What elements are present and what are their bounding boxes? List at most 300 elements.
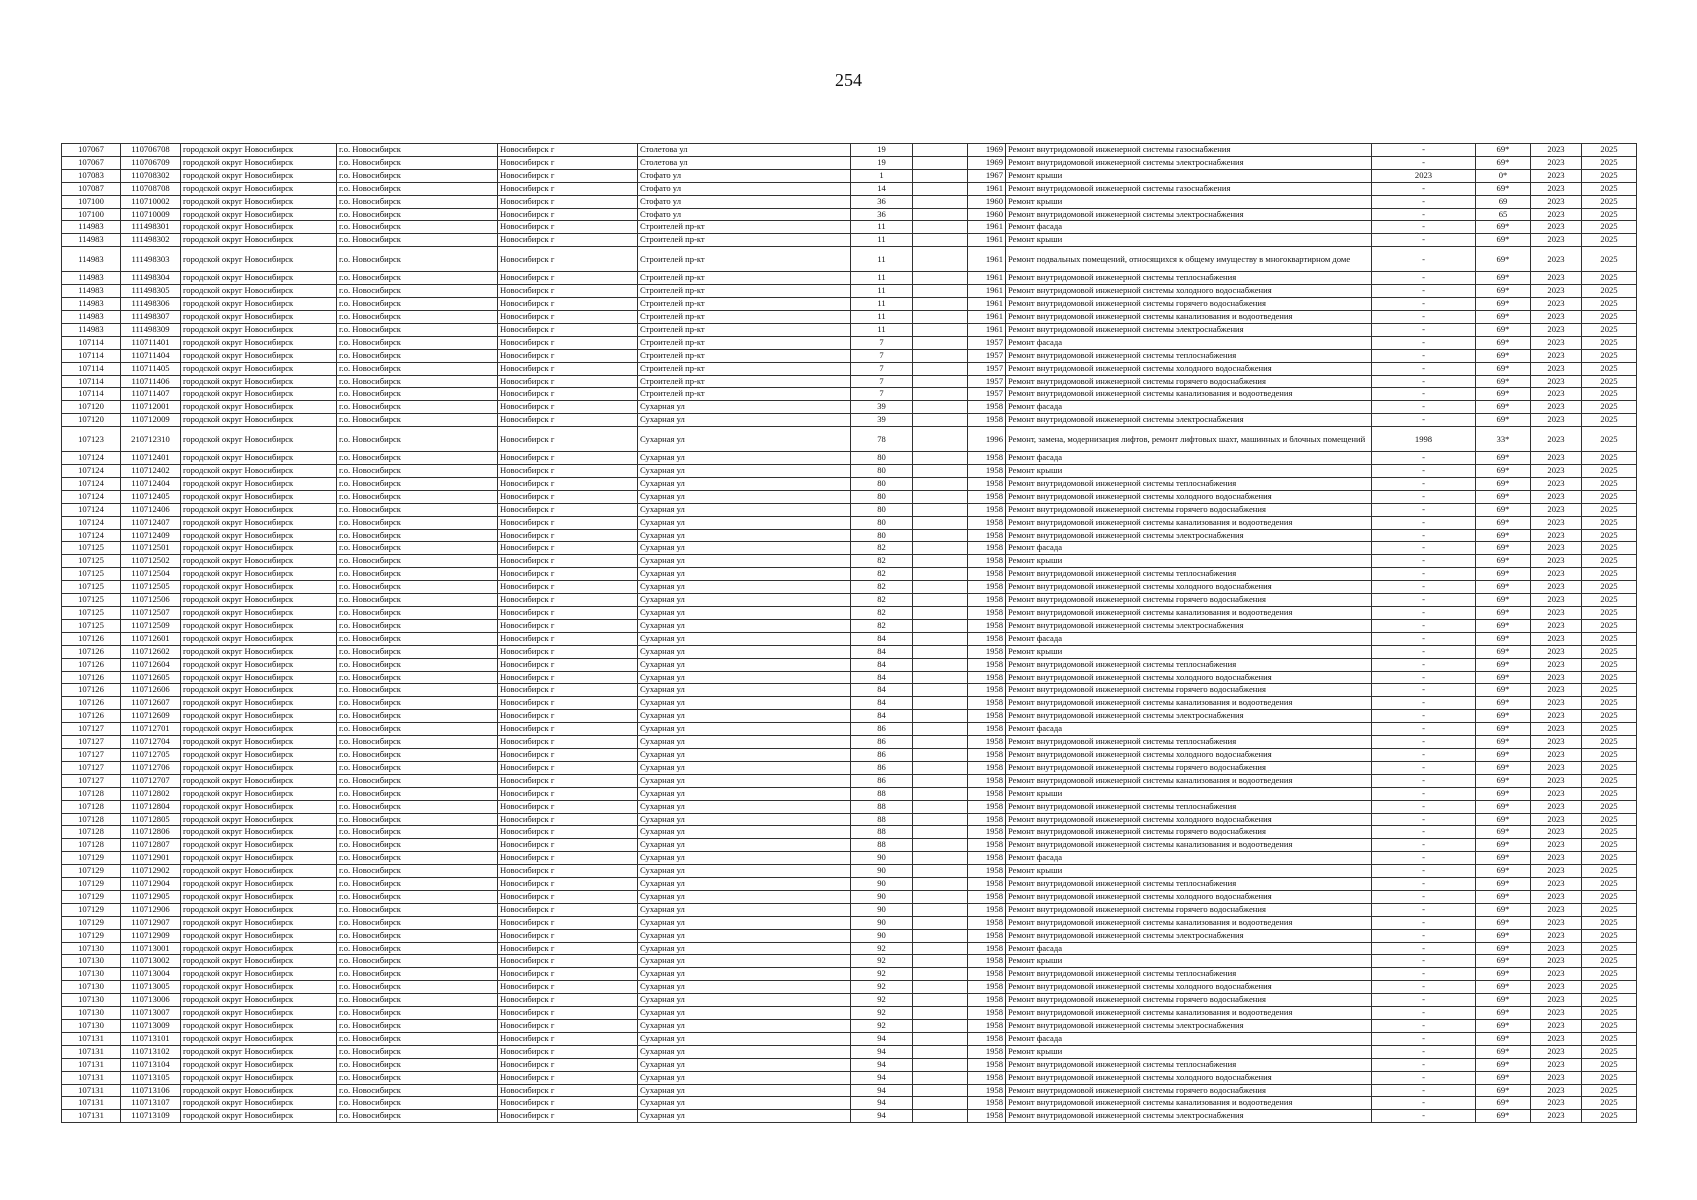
- building-letter-cell: [913, 1097, 968, 1110]
- record-id-cell: 107126: [62, 645, 121, 658]
- municipality-cell: городской округ Новосибирск: [181, 645, 337, 658]
- record-id-cell: 114983: [62, 285, 121, 298]
- record-id-cell: 107114: [62, 375, 121, 388]
- build-year-cell: 1958: [968, 1097, 1006, 1110]
- street-cell: Сухарная ул: [638, 1097, 851, 1110]
- plan-end-cell: 2025: [1582, 710, 1637, 723]
- municipality-cell: городской округ Новосибирск: [181, 208, 337, 221]
- building-letter-cell: [913, 336, 968, 349]
- table-row: [62, 388, 1637, 401]
- municipality-cell: городской округ Новосибирск: [181, 503, 337, 516]
- plan-start-cell: 2023: [1531, 555, 1582, 568]
- record-id-cell: 107131: [62, 1084, 121, 1097]
- locality-cell: Новосибирск г: [498, 234, 638, 247]
- work-type-cell: Ремонт крыши: [1006, 465, 1372, 478]
- building-letter-cell: [913, 414, 968, 427]
- street-cell: Сухарная ул: [638, 1071, 851, 1084]
- building-letter-cell: [913, 465, 968, 478]
- table-row: [62, 736, 1637, 749]
- record-id-cell: 107124: [62, 490, 121, 503]
- settlement-cell: г.о. Новосибирск: [337, 1020, 498, 1033]
- house-number-cell: 90: [851, 878, 913, 891]
- wear-percent-cell: 69*: [1476, 697, 1531, 710]
- house-number-cell: 92: [851, 942, 913, 955]
- street-cell: Сухарная ул: [638, 761, 851, 774]
- house-number-cell: 94: [851, 1097, 913, 1110]
- municipality-cell: городской округ Новосибирск: [181, 1007, 337, 1020]
- building-letter-cell: [913, 221, 968, 234]
- wear-percent-cell: 69*: [1476, 994, 1531, 1007]
- wear-percent-cell: 69*: [1476, 929, 1531, 942]
- record-id-cell: 107125: [62, 542, 121, 555]
- street-cell: Сухарная ул: [638, 594, 851, 607]
- table-row: [62, 568, 1637, 581]
- settlement-cell: г.о. Новосибирск: [337, 336, 498, 349]
- previous-repair-year-cell: -: [1372, 1071, 1476, 1084]
- build-year-cell: 1958: [968, 929, 1006, 942]
- work-code-cell: 110712707: [121, 774, 181, 787]
- record-id-cell: 107114: [62, 388, 121, 401]
- plan-end-cell: 2025: [1582, 994, 1637, 1007]
- work-type-cell: Ремонт внутридомовой инженерной системы электроснабжения: [1006, 710, 1372, 723]
- plan-end-cell: 2025: [1582, 156, 1637, 169]
- plan-end-cell: 2025: [1582, 632, 1637, 645]
- plan-end-cell: 2025: [1582, 581, 1637, 594]
- wear-percent-cell: 69*: [1476, 645, 1531, 658]
- building-letter-cell: [913, 568, 968, 581]
- table-row: [62, 761, 1637, 774]
- plan-end-cell: 2025: [1582, 414, 1637, 427]
- previous-repair-year-cell: -: [1372, 619, 1476, 632]
- building-letter-cell: [913, 156, 968, 169]
- locality-cell: Новосибирск г: [498, 182, 638, 195]
- settlement-cell: г.о. Новосибирск: [337, 774, 498, 787]
- build-year-cell: 1958: [968, 813, 1006, 826]
- work-code-cell: 210712310: [121, 427, 181, 452]
- record-id-cell: 107067: [62, 156, 121, 169]
- plan-start-cell: 2023: [1531, 594, 1582, 607]
- build-year-cell: 1958: [968, 839, 1006, 852]
- build-year-cell: 1957: [968, 349, 1006, 362]
- municipality-cell: городской округ Новосибирск: [181, 465, 337, 478]
- table-row: [62, 247, 1637, 272]
- previous-repair-year-cell: -: [1372, 375, 1476, 388]
- municipality-cell: городской округ Новосибирск: [181, 826, 337, 839]
- previous-repair-year-cell: -: [1372, 144, 1476, 157]
- building-letter-cell: [913, 285, 968, 298]
- build-year-cell: 1958: [968, 697, 1006, 710]
- plan-start-cell: 2023: [1531, 813, 1582, 826]
- table-row: [62, 942, 1637, 955]
- build-year-cell: 1961: [968, 285, 1006, 298]
- work-type-cell: Ремонт крыши: [1006, 555, 1372, 568]
- previous-repair-year-cell: -: [1372, 208, 1476, 221]
- municipality-cell: городской округ Новосибирск: [181, 568, 337, 581]
- building-letter-cell: [913, 761, 968, 774]
- building-letter-cell: [913, 697, 968, 710]
- house-number-cell: 88: [851, 813, 913, 826]
- street-cell: Строителей пр-кт: [638, 247, 851, 272]
- house-number-cell: 80: [851, 490, 913, 503]
- build-year-cell: 1958: [968, 968, 1006, 981]
- plan-start-cell: 2023: [1531, 336, 1582, 349]
- house-number-cell: 86: [851, 736, 913, 749]
- plan-end-cell: 2025: [1582, 981, 1637, 994]
- locality-cell: Новосибирск г: [498, 427, 638, 452]
- record-id-cell: 107120: [62, 401, 121, 414]
- table-row: [62, 298, 1637, 311]
- municipality-cell: городской округ Новосибирск: [181, 375, 337, 388]
- work-type-cell: Ремонт фасада: [1006, 452, 1372, 465]
- settlement-cell: г.о. Новосибирск: [337, 1071, 498, 1084]
- plan-end-cell: 2025: [1582, 607, 1637, 620]
- work-code-cell: 111498302: [121, 234, 181, 247]
- house-number-cell: 90: [851, 903, 913, 916]
- build-year-cell: 1958: [968, 542, 1006, 555]
- record-id-cell: 107126: [62, 632, 121, 645]
- work-code-cell: 110712505: [121, 581, 181, 594]
- plan-start-cell: 2023: [1531, 529, 1582, 542]
- building-letter-cell: [913, 723, 968, 736]
- table-row: [62, 401, 1637, 414]
- street-cell: Сухарная ул: [638, 929, 851, 942]
- record-id-cell: 107131: [62, 1097, 121, 1110]
- building-letter-cell: [913, 169, 968, 182]
- settlement-cell: г.о. Новосибирск: [337, 452, 498, 465]
- municipality-cell: городской округ Новосибирск: [181, 336, 337, 349]
- plan-start-cell: 2023: [1531, 349, 1582, 362]
- work-code-cell: 110712502: [121, 555, 181, 568]
- previous-repair-year-cell: -: [1372, 1007, 1476, 1020]
- record-id-cell: 107126: [62, 697, 121, 710]
- work-code-cell: 110712902: [121, 865, 181, 878]
- street-cell: Строителей пр-кт: [638, 298, 851, 311]
- build-year-cell: 1958: [968, 878, 1006, 891]
- building-letter-cell: [913, 1045, 968, 1058]
- street-cell: Сухарная ул: [638, 878, 851, 891]
- plan-start-cell: 2023: [1531, 362, 1582, 375]
- work-code-cell: 110712501: [121, 542, 181, 555]
- work-code-cell: 110710009: [121, 208, 181, 221]
- municipality-cell: городской округ Новосибирск: [181, 942, 337, 955]
- building-letter-cell: [913, 929, 968, 942]
- wear-percent-cell: 69*: [1476, 671, 1531, 684]
- street-cell: Сухарная ул: [638, 774, 851, 787]
- house-number-cell: 7: [851, 388, 913, 401]
- plan-end-cell: 2025: [1582, 208, 1637, 221]
- plan-end-cell: 2025: [1582, 310, 1637, 323]
- municipality-cell: городской округ Новосибирск: [181, 427, 337, 452]
- work-type-cell: Ремонт внутридомовой инженерной системы теплоснабжения: [1006, 800, 1372, 813]
- previous-repair-year-cell: -: [1372, 994, 1476, 1007]
- building-letter-cell: [913, 787, 968, 800]
- building-letter-cell: [913, 710, 968, 723]
- wear-percent-cell: 69*: [1476, 607, 1531, 620]
- record-id-cell: 107130: [62, 1007, 121, 1020]
- wear-percent-cell: 69*: [1476, 1084, 1531, 1097]
- building-letter-cell: [913, 671, 968, 684]
- settlement-cell: г.о. Новосибирск: [337, 619, 498, 632]
- municipality-cell: городской округ Новосибирск: [181, 388, 337, 401]
- house-number-cell: 19: [851, 144, 913, 157]
- locality-cell: Новосибирск г: [498, 955, 638, 968]
- settlement-cell: г.о. Новосибирск: [337, 516, 498, 529]
- record-id-cell: 114983: [62, 272, 121, 285]
- street-cell: Строителей пр-кт: [638, 272, 851, 285]
- record-id-cell: 107129: [62, 929, 121, 942]
- work-code-cell: 110712907: [121, 916, 181, 929]
- build-year-cell: 1961: [968, 247, 1006, 272]
- build-year-cell: 1958: [968, 1032, 1006, 1045]
- record-id-cell: 107129: [62, 916, 121, 929]
- street-cell: Сухарная ул: [638, 619, 851, 632]
- wear-percent-cell: 69*: [1476, 1020, 1531, 1033]
- previous-repair-year-cell: -: [1372, 581, 1476, 594]
- street-cell: Сухарная ул: [638, 852, 851, 865]
- table-row: [62, 1007, 1637, 1020]
- settlement-cell: г.о. Новосибирск: [337, 1032, 498, 1045]
- work-type-cell: Ремонт фасада: [1006, 542, 1372, 555]
- street-cell: Строителей пр-кт: [638, 310, 851, 323]
- table-row: [62, 929, 1637, 942]
- previous-repair-year-cell: -: [1372, 362, 1476, 375]
- plan-end-cell: 2025: [1582, 144, 1637, 157]
- locality-cell: Новосибирск г: [498, 1020, 638, 1033]
- previous-repair-year-cell: -: [1372, 221, 1476, 234]
- street-cell: Сухарная ул: [638, 865, 851, 878]
- plan-end-cell: 2025: [1582, 1110, 1637, 1123]
- wear-percent-cell: 69*: [1476, 723, 1531, 736]
- plan-start-cell: 2023: [1531, 852, 1582, 865]
- table-row: [62, 1058, 1637, 1071]
- plan-start-cell: 2023: [1531, 581, 1582, 594]
- table-row: [62, 221, 1637, 234]
- record-id-cell: 107127: [62, 774, 121, 787]
- house-number-cell: 84: [851, 684, 913, 697]
- table-row: [62, 1020, 1637, 1033]
- locality-cell: Новосибирск г: [498, 916, 638, 929]
- settlement-cell: г.о. Новосибирск: [337, 169, 498, 182]
- building-letter-cell: [913, 594, 968, 607]
- plan-end-cell: 2025: [1582, 285, 1637, 298]
- settlement-cell: г.о. Новосибирск: [337, 234, 498, 247]
- municipality-cell: городской округ Новосибирск: [181, 477, 337, 490]
- build-year-cell: 1969: [968, 156, 1006, 169]
- settlement-cell: г.о. Новосибирск: [337, 1058, 498, 1071]
- municipality-cell: городской округ Новосибирск: [181, 247, 337, 272]
- work-code-cell: 110711406: [121, 375, 181, 388]
- locality-cell: Новосибирск г: [498, 529, 638, 542]
- plan-start-cell: 2023: [1531, 632, 1582, 645]
- table-row: [62, 310, 1637, 323]
- building-letter-cell: [913, 1020, 968, 1033]
- work-type-cell: Ремонт внутридомовой инженерной системы горячего водоснабжения: [1006, 684, 1372, 697]
- previous-repair-year-cell: -: [1372, 710, 1476, 723]
- record-id-cell: 107129: [62, 865, 121, 878]
- wear-percent-cell: 69*: [1476, 813, 1531, 826]
- plan-end-cell: 2025: [1582, 555, 1637, 568]
- locality-cell: Новосибирск г: [498, 1071, 638, 1084]
- record-id-cell: 107128: [62, 826, 121, 839]
- work-code-cell: 110712406: [121, 503, 181, 516]
- build-year-cell: 1958: [968, 645, 1006, 658]
- build-year-cell: 1958: [968, 671, 1006, 684]
- previous-repair-year-cell: -: [1372, 671, 1476, 684]
- build-year-cell: 1958: [968, 736, 1006, 749]
- building-letter-cell: [913, 182, 968, 195]
- plan-start-cell: 2023: [1531, 310, 1582, 323]
- build-year-cell: 1958: [968, 787, 1006, 800]
- house-number-cell: 90: [851, 865, 913, 878]
- settlement-cell: г.о. Новосибирск: [337, 723, 498, 736]
- previous-repair-year-cell: -: [1372, 465, 1476, 478]
- record-id-cell: 107127: [62, 723, 121, 736]
- street-cell: Сухарная ул: [638, 826, 851, 839]
- record-id-cell: 107124: [62, 503, 121, 516]
- work-code-cell: 110711404: [121, 349, 181, 362]
- street-cell: Сухарная ул: [638, 1045, 851, 1058]
- build-year-cell: 1958: [968, 1071, 1006, 1084]
- building-letter-cell: [913, 1032, 968, 1045]
- plan-end-cell: 2025: [1582, 658, 1637, 671]
- table-row: [62, 916, 1637, 929]
- plan-end-cell: 2025: [1582, 401, 1637, 414]
- wear-percent-cell: 69*: [1476, 182, 1531, 195]
- house-number-cell: 11: [851, 298, 913, 311]
- build-year-cell: 1958: [968, 568, 1006, 581]
- locality-cell: Новосибирск г: [498, 555, 638, 568]
- plan-start-cell: 2023: [1531, 903, 1582, 916]
- work-type-cell: Ремонт крыши: [1006, 195, 1372, 208]
- street-cell: Сухарная ул: [638, 581, 851, 594]
- wear-percent-cell: 69*: [1476, 285, 1531, 298]
- plan-end-cell: 2025: [1582, 774, 1637, 787]
- street-cell: Стофато ул: [638, 169, 851, 182]
- previous-repair-year-cell: -: [1372, 568, 1476, 581]
- building-letter-cell: [913, 247, 968, 272]
- table-body: [62, 144, 1637, 1123]
- previous-repair-year-cell: -: [1372, 336, 1476, 349]
- plan-start-cell: 2023: [1531, 169, 1582, 182]
- settlement-cell: г.о. Новосибирск: [337, 890, 498, 903]
- street-cell: Сухарная ул: [638, 723, 851, 736]
- locality-cell: Новосибирск г: [498, 1097, 638, 1110]
- building-letter-cell: [913, 968, 968, 981]
- table-row: [62, 323, 1637, 336]
- wear-percent-cell: 69*: [1476, 581, 1531, 594]
- work-type-cell: Ремонт внутридомовой инженерной системы электроснабжения: [1006, 208, 1372, 221]
- house-number-cell: 11: [851, 221, 913, 234]
- street-cell: Сухарная ул: [638, 684, 851, 697]
- record-id-cell: 114983: [62, 221, 121, 234]
- work-type-cell: Ремонт фасада: [1006, 1032, 1372, 1045]
- build-year-cell: 1957: [968, 375, 1006, 388]
- work-type-cell: Ремонт крыши: [1006, 645, 1372, 658]
- record-id-cell: 107131: [62, 1032, 121, 1045]
- work-type-cell: Ремонт внутридомовой инженерной системы теплоснабжения: [1006, 1058, 1372, 1071]
- municipality-cell: городской округ Новосибирск: [181, 723, 337, 736]
- previous-repair-year-cell: -: [1372, 247, 1476, 272]
- record-id-cell: 107131: [62, 1110, 121, 1123]
- plan-start-cell: 2023: [1531, 736, 1582, 749]
- previous-repair-year-cell: -: [1372, 594, 1476, 607]
- table-row: [62, 607, 1637, 620]
- plan-end-cell: 2025: [1582, 916, 1637, 929]
- house-number-cell: 94: [851, 1058, 913, 1071]
- record-id-cell: 107129: [62, 852, 121, 865]
- settlement-cell: г.о. Новосибирск: [337, 955, 498, 968]
- work-type-cell: Ремонт внутридомовой инженерной системы канализования и водоотведения: [1006, 839, 1372, 852]
- municipality-cell: городской округ Новосибирск: [181, 671, 337, 684]
- build-year-cell: 1958: [968, 890, 1006, 903]
- plan-end-cell: 2025: [1582, 890, 1637, 903]
- street-cell: Сухарная ул: [638, 490, 851, 503]
- previous-repair-year-cell: -: [1372, 555, 1476, 568]
- table-row: [62, 375, 1637, 388]
- street-cell: Строителей пр-кт: [638, 234, 851, 247]
- work-code-cell: 110712806: [121, 826, 181, 839]
- building-letter-cell: [913, 503, 968, 516]
- table-row: [62, 452, 1637, 465]
- record-id-cell: 107126: [62, 710, 121, 723]
- building-letter-cell: [913, 490, 968, 503]
- building-letter-cell: [913, 323, 968, 336]
- plan-end-cell: 2025: [1582, 645, 1637, 658]
- work-code-cell: 110712405: [121, 490, 181, 503]
- work-type-cell: Ремонт внутридомовой инженерной системы электроснабжения: [1006, 929, 1372, 942]
- record-id-cell: 107128: [62, 839, 121, 852]
- locality-cell: Новосибирск г: [498, 697, 638, 710]
- settlement-cell: г.о. Новосибирск: [337, 208, 498, 221]
- previous-repair-year-cell: -: [1372, 414, 1476, 427]
- building-letter-cell: [913, 813, 968, 826]
- previous-repair-year-cell: -: [1372, 968, 1476, 981]
- plan-start-cell: 2023: [1531, 452, 1582, 465]
- previous-repair-year-cell: -: [1372, 1058, 1476, 1071]
- work-type-cell: Ремонт внутридомовой инженерной системы канализования и водоотведения: [1006, 697, 1372, 710]
- plan-end-cell: 2025: [1582, 1071, 1637, 1084]
- previous-repair-year-cell: -: [1372, 195, 1476, 208]
- municipality-cell: городской округ Новосибирск: [181, 607, 337, 620]
- locality-cell: Новосибирск г: [498, 169, 638, 182]
- plan-start-cell: 2023: [1531, 839, 1582, 852]
- municipality-cell: городской округ Новосибирск: [181, 852, 337, 865]
- plan-start-cell: 2023: [1531, 955, 1582, 968]
- locality-cell: Новосибирск г: [498, 477, 638, 490]
- work-type-cell: Ремонт внутридомовой инженерной системы горячего водоснабжения: [1006, 503, 1372, 516]
- wear-percent-cell: 69*: [1476, 375, 1531, 388]
- locality-cell: Новосибирск г: [498, 787, 638, 800]
- table-row: [62, 852, 1637, 865]
- house-number-cell: 84: [851, 710, 913, 723]
- work-type-cell: Ремонт внутридомовой инженерной системы канализования и водоотведения: [1006, 774, 1372, 787]
- building-letter-cell: [913, 298, 968, 311]
- work-type-cell: Ремонт фасада: [1006, 723, 1372, 736]
- record-id-cell: 107114: [62, 349, 121, 362]
- build-year-cell: 1961: [968, 221, 1006, 234]
- work-code-cell: 110712407: [121, 516, 181, 529]
- street-cell: Сухарная ул: [638, 968, 851, 981]
- previous-repair-year-cell: -: [1372, 1020, 1476, 1033]
- street-cell: Строителей пр-кт: [638, 336, 851, 349]
- work-code-cell: 110711401: [121, 336, 181, 349]
- previous-repair-year-cell: -: [1372, 156, 1476, 169]
- build-year-cell: 1958: [968, 684, 1006, 697]
- work-code-cell: 110712401: [121, 452, 181, 465]
- house-number-cell: 80: [851, 477, 913, 490]
- table-row: [62, 619, 1637, 632]
- record-id-cell: 114983: [62, 247, 121, 272]
